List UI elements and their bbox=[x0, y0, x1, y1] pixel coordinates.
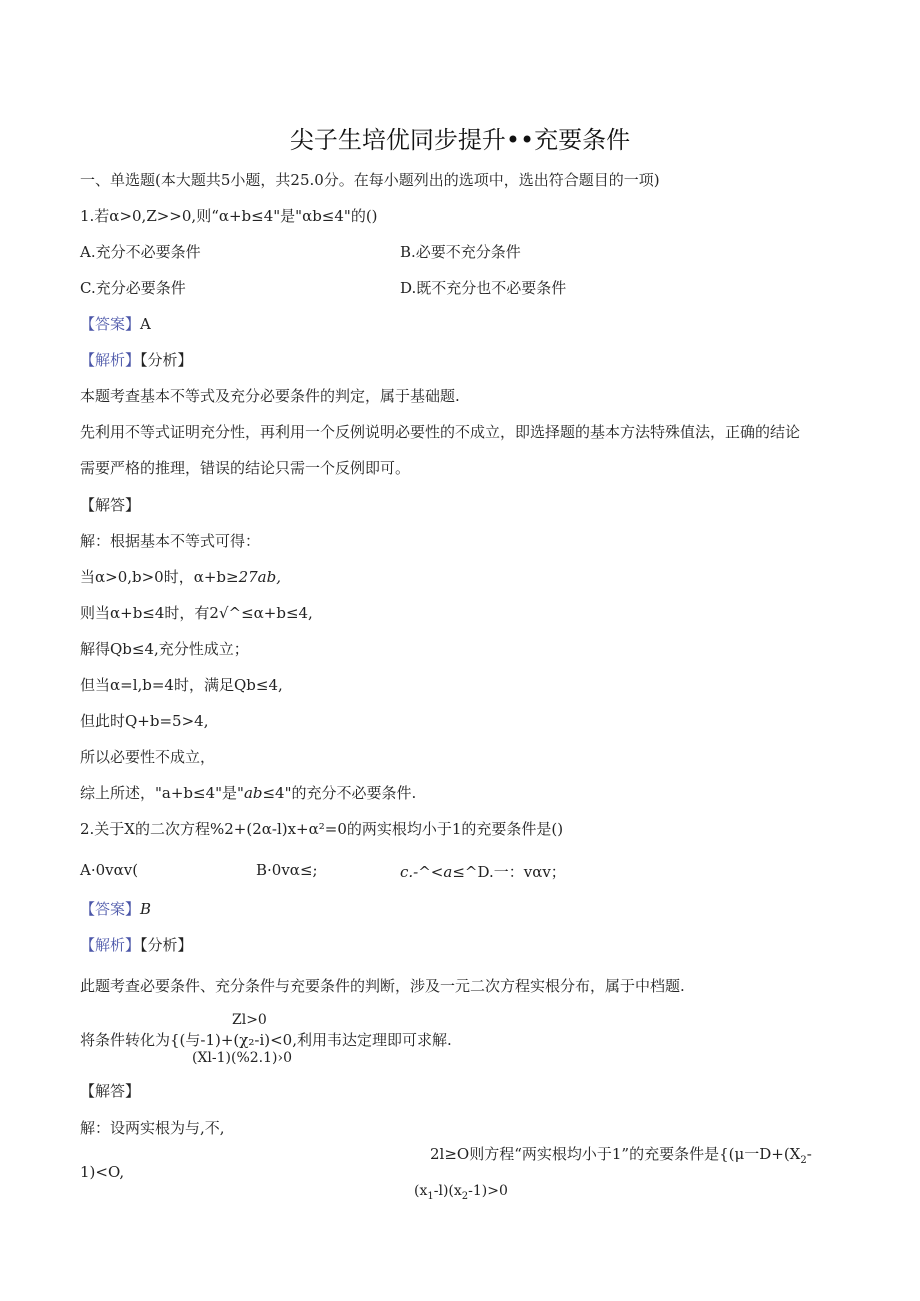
q2-solution-line-4-sub1: 1 bbox=[427, 1190, 434, 1202]
q2-analysis-line-1: 此题考查必要条件、充分条件与充要条件的判断，涉及一元二次方程实根分布，属于中档题. bbox=[80, 977, 685, 995]
q1-solution-line-1: 解：根据基本不等式可得： bbox=[80, 532, 261, 550]
q1-solution-line-2-text: 当α>0,b>0时，α+b≥ bbox=[80, 568, 239, 586]
q1-option-b: B.必要不充分条件 bbox=[400, 243, 521, 261]
q1-option-d: D.既不充分也不必要条件 bbox=[400, 279, 567, 297]
q2-system-bottom: (Xl-1)(%2.1)›0 bbox=[192, 1050, 293, 1066]
q1-solution-tag: 【解答】 bbox=[80, 496, 141, 514]
q2-solution-line-2 bbox=[430, 1143, 812, 1166]
q2-solution-line-2-tail: - bbox=[806, 1145, 812, 1163]
q1-option-c: C.充分必要条件 bbox=[80, 279, 186, 297]
q2-solution-line-2-text: 2l≥O则方程“两实根均小于1”的充要条件是{(μ一D+(X bbox=[430, 1145, 801, 1163]
page-title: 尖子生培优同步提升••充要条件 bbox=[289, 126, 631, 154]
q1-solution-line-8-text: 综上所述，"a+b≤4"是" bbox=[80, 784, 244, 802]
answer-value: B bbox=[140, 900, 152, 918]
q2-solution-line-3: 1)<O, bbox=[80, 1163, 125, 1181]
q2-solution-line-4-sub2: 2 bbox=[461, 1190, 469, 1202]
q1-solution-line-7: 所以必要性不成立， bbox=[80, 748, 216, 766]
answer-tag: 【答案】 bbox=[80, 900, 141, 918]
q1-analysis-line-3: 需要严格的推理，错误的结论只需一个反例即可。 bbox=[80, 459, 411, 477]
answer-tag: 【答案】 bbox=[80, 315, 141, 333]
analysis-tag: 【解析】 bbox=[80, 936, 141, 954]
q1-solution-line-2-italic: 27ab, bbox=[238, 568, 281, 586]
q1-analysis-line-1: 本题考查基本不等式及充分必要条件的判定，属于基础题. bbox=[80, 387, 460, 405]
q2-analysis-header bbox=[80, 934, 193, 955]
analysis-subtag: 【分析】 bbox=[140, 351, 193, 369]
q1-solution-line-3: 则当α+b≤4时，有2√^≤α+b≤4, bbox=[80, 604, 313, 622]
analysis-tag: 【解析】 bbox=[80, 351, 141, 369]
q2-solution-line-2-sub: 2 bbox=[800, 1155, 807, 1166]
q2-system-top: Zl>0 bbox=[232, 1012, 267, 1028]
q1-solution-line-6: 但此时Q+b=5>4, bbox=[80, 712, 209, 730]
q2-solution-tag: 【解答】 bbox=[80, 1082, 141, 1100]
q1-solution-line-5: 但当α=l,b=4时，满足Qb≤4, bbox=[80, 676, 283, 694]
q2-solution-line-4 bbox=[414, 1183, 508, 1202]
question-1-stem: 1.若α>0,Z>>0,则“α+b≤4"是"αb≤4"的() bbox=[80, 207, 378, 225]
q1-solution-line-8 bbox=[80, 782, 416, 803]
q1-solution-line-8-italic: ab bbox=[243, 784, 263, 802]
q1-analysis-line-2: 先利用不等式证明充分性，再利用一个反例说明必要性的不成立，即选择题的基本方法特殊值法，正确的结论 bbox=[80, 423, 801, 441]
q2-system-middle: 将条件转化为{(与-1)+(χ₂-i)<0,利用韦达定理即可求解. bbox=[80, 1031, 452, 1049]
answer-value: A bbox=[140, 315, 151, 333]
q2-solution-line-4-b: -l)(x bbox=[433, 1183, 462, 1199]
q1-option-a: A.充分不必要条件 bbox=[80, 243, 201, 261]
q2-option-c-prefix: c.-^< bbox=[400, 863, 444, 881]
question-2-stem: 2.关于X的二次方程%2+(2α-l)x+α²=0的两实根均小于1的充要条件是() bbox=[80, 820, 564, 838]
q1-answer bbox=[80, 313, 151, 334]
q2-option-c-mid: a bbox=[443, 863, 453, 881]
q2-answer bbox=[80, 898, 151, 919]
section-header: 一、单选题(本大题共5小题，共25.0分。在每小题列出的选项中，选出符合题目的一项) bbox=[80, 171, 660, 189]
q2-option-a: A·0vαv( bbox=[80, 861, 139, 879]
q1-solution-line-2 bbox=[80, 566, 281, 587]
q1-solution-line-8-tail: ≤4"的充分不必要条件. bbox=[262, 784, 417, 802]
q2-solution-line-4-a: (x bbox=[414, 1183, 428, 1199]
q2-option-b: B·0vα≤; bbox=[256, 861, 318, 879]
q2-option-c-d bbox=[400, 861, 566, 882]
q2-solution-line-4-c: -1)>0 bbox=[468, 1183, 508, 1199]
q2-option-c-rest: ≤^D.一：vαv； bbox=[452, 863, 566, 881]
q1-solution-line-4: 解得Qb≤4,充分性成立； bbox=[80, 640, 249, 658]
analysis-subtag: 【分析】 bbox=[140, 936, 193, 954]
q1-analysis-header bbox=[80, 349, 193, 370]
q2-solution-line-1: 解：设两实根为与,不, bbox=[80, 1119, 225, 1137]
